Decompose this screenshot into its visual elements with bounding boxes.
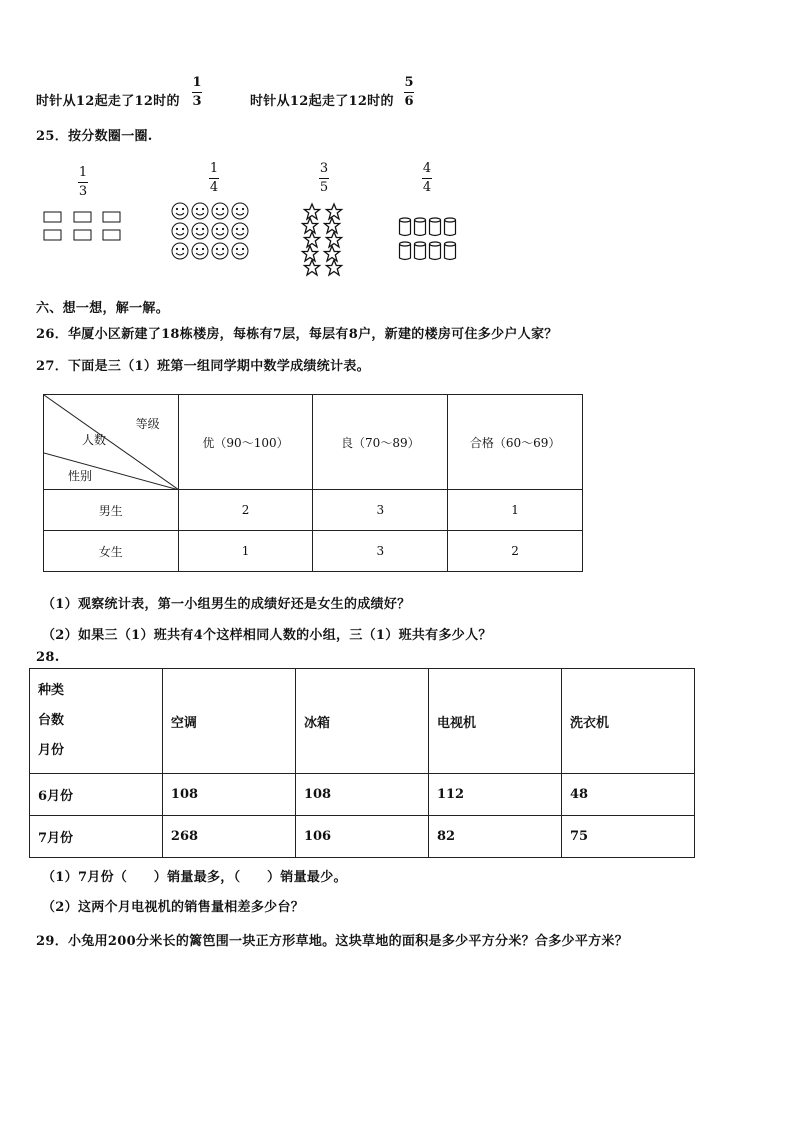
star-icon [304,260,319,275]
table-cell: 108 [162,774,295,816]
table-row [44,531,583,572]
cup-icon [400,242,411,260]
table-header-cell: 空调 [162,669,295,774]
fraction-denominator: 3 [192,94,202,109]
smiley-icon [232,223,248,239]
q27-text: 27．下面是三（1）班第一组同学期中数学成绩统计表。 [36,359,370,374]
q24-right-text: 时针从12起走了12时的 [250,94,394,109]
table-header-cell: 冰箱 [295,669,428,774]
smiley-icon [192,203,208,219]
smiley-icon [192,223,208,239]
cup-icon [400,218,411,236]
table-header-row [30,669,695,774]
smiley-icon [212,243,228,259]
star-icon [302,218,317,233]
corner-label-units: 台数 [38,713,65,728]
table-header-cell: 良（70～89） [313,395,448,490]
table-header-cell: 合格（60～69） [448,395,583,490]
rectangle-icon [103,212,120,222]
q25-prompt: 25．按分数圈一圈. [36,129,153,144]
table-cell: 3 [313,490,448,531]
smiley-icon [172,203,188,219]
table-row-label: 女生 [44,531,179,572]
star-icon [324,218,339,233]
table-cell: 2 [178,490,313,531]
table-corner-cell [44,395,179,490]
rectangle-icon [44,230,61,240]
rectangle-icon [74,212,91,222]
q25-fraction-1 [78,166,88,199]
q27-subquestion-2: （2）如果三（1）班共有4个这样相同人数的小组，三（1）班共有多少人？ [42,628,492,643]
table-cell: 108 [295,774,428,816]
smiley-icon [232,243,248,259]
table-row-label: 6月份 [30,774,163,816]
star-icon [326,260,341,275]
table-cell: 1 [448,490,583,531]
table-row [44,490,583,531]
table-row-label: 男生 [44,490,179,531]
table-header-cell: 电视机 [428,669,561,774]
q27-subquestion-1: （1）观察统计表，第一小组男生的成绩好还是女生的成绩好？ [42,597,411,612]
fraction-denominator: 6 [404,94,414,109]
fraction-numerator: 1 [192,75,202,90]
star-icon [304,232,319,247]
corner-label-month: 月份 [38,743,65,758]
rectangle-icon [44,212,61,222]
cup-icon [445,242,456,260]
cup-icon [430,218,441,236]
table-cell: 48 [562,774,695,816]
fraction-numerator: 1 [78,165,88,180]
table-cell: 2 [448,531,583,572]
smiley-icon [172,223,188,239]
q24-left-fraction [192,76,202,109]
q28-subquestion-1: （1）7月份（ ）销量最多，（ ）销量最少。 [42,870,347,885]
cup-icon [445,218,456,236]
section-heading: 六、想一想，解一解。 [36,301,170,316]
fraction-numerator: 5 [404,75,414,90]
table-cell: 268 [162,816,295,858]
table-cell: 3 [313,531,448,572]
smiley-icon [212,223,228,239]
cup-icon [415,242,426,260]
q28-number: 28. [36,650,60,665]
fraction-denominator: 4 [422,180,432,195]
star-icon [304,204,319,219]
table-cell: 82 [428,816,561,858]
q26-text: 26．华厦小区新建了18栋楼房，每栋有7层，每层有8户，新建的楼房可住多少户人家？ [36,327,558,342]
corner-label-count: 人数 [82,433,107,447]
diagonal-lines [44,395,179,490]
q25-cups [396,214,462,268]
q25-smileys [168,200,254,264]
cup-icon [430,242,441,260]
q25-fraction-4 [422,162,432,195]
smiley-icon [212,203,228,219]
rectangle-icon [103,230,120,240]
corner-label-grade: 等级 [135,417,160,431]
corner-label-gender: 性别 [68,469,93,483]
star-icon [326,204,341,219]
smiley-icon [232,203,248,219]
fraction-denominator: 5 [319,180,329,195]
table-row-label: 7月份 [30,816,163,858]
star-icon [302,246,317,261]
table-corner-cell [30,669,163,774]
table-cell: 112 [428,774,561,816]
cup-icon [415,218,426,236]
q25-fraction-3 [319,162,329,195]
fraction-denominator: 4 [209,180,219,195]
smiley-icon [172,243,188,259]
table-header-row [44,395,583,490]
star-icon [324,246,339,261]
table-row [30,816,695,858]
q24-right-fraction [404,76,414,109]
fraction-numerator: 1 [209,161,219,176]
table-cell: 106 [295,816,428,858]
q28-subquestion-2: （2）这两个月电视机的销售量相差多少台？ [42,900,305,915]
table-header-cell: 洗衣机 [562,669,695,774]
table-cell: 1 [178,531,313,572]
rectangle-icon [74,230,91,240]
fraction-numerator: 3 [319,161,329,176]
table-header-cell: 优（90～100） [178,395,313,490]
smiley-icon [192,243,208,259]
fraction-numerator: 4 [422,161,432,176]
q29-text: 29．小兔用200分米长的篱笆围一块正方形草地。这块草地的面积是多少平方分米？合多少平方米？ [36,934,629,949]
q25-rectangles [40,208,126,244]
q24-left-text: 时针从12起走了12时的 [36,94,180,109]
q25-stars [296,202,352,278]
table-cell: 75 [562,816,695,858]
q28-sales-table [29,668,695,858]
fraction-denominator: 3 [78,184,88,199]
q27-stats-table [43,394,583,572]
star-icon [326,232,341,247]
q25-fraction-2 [209,162,219,195]
table-row [30,774,695,816]
corner-label-category: 种类 [38,683,65,698]
